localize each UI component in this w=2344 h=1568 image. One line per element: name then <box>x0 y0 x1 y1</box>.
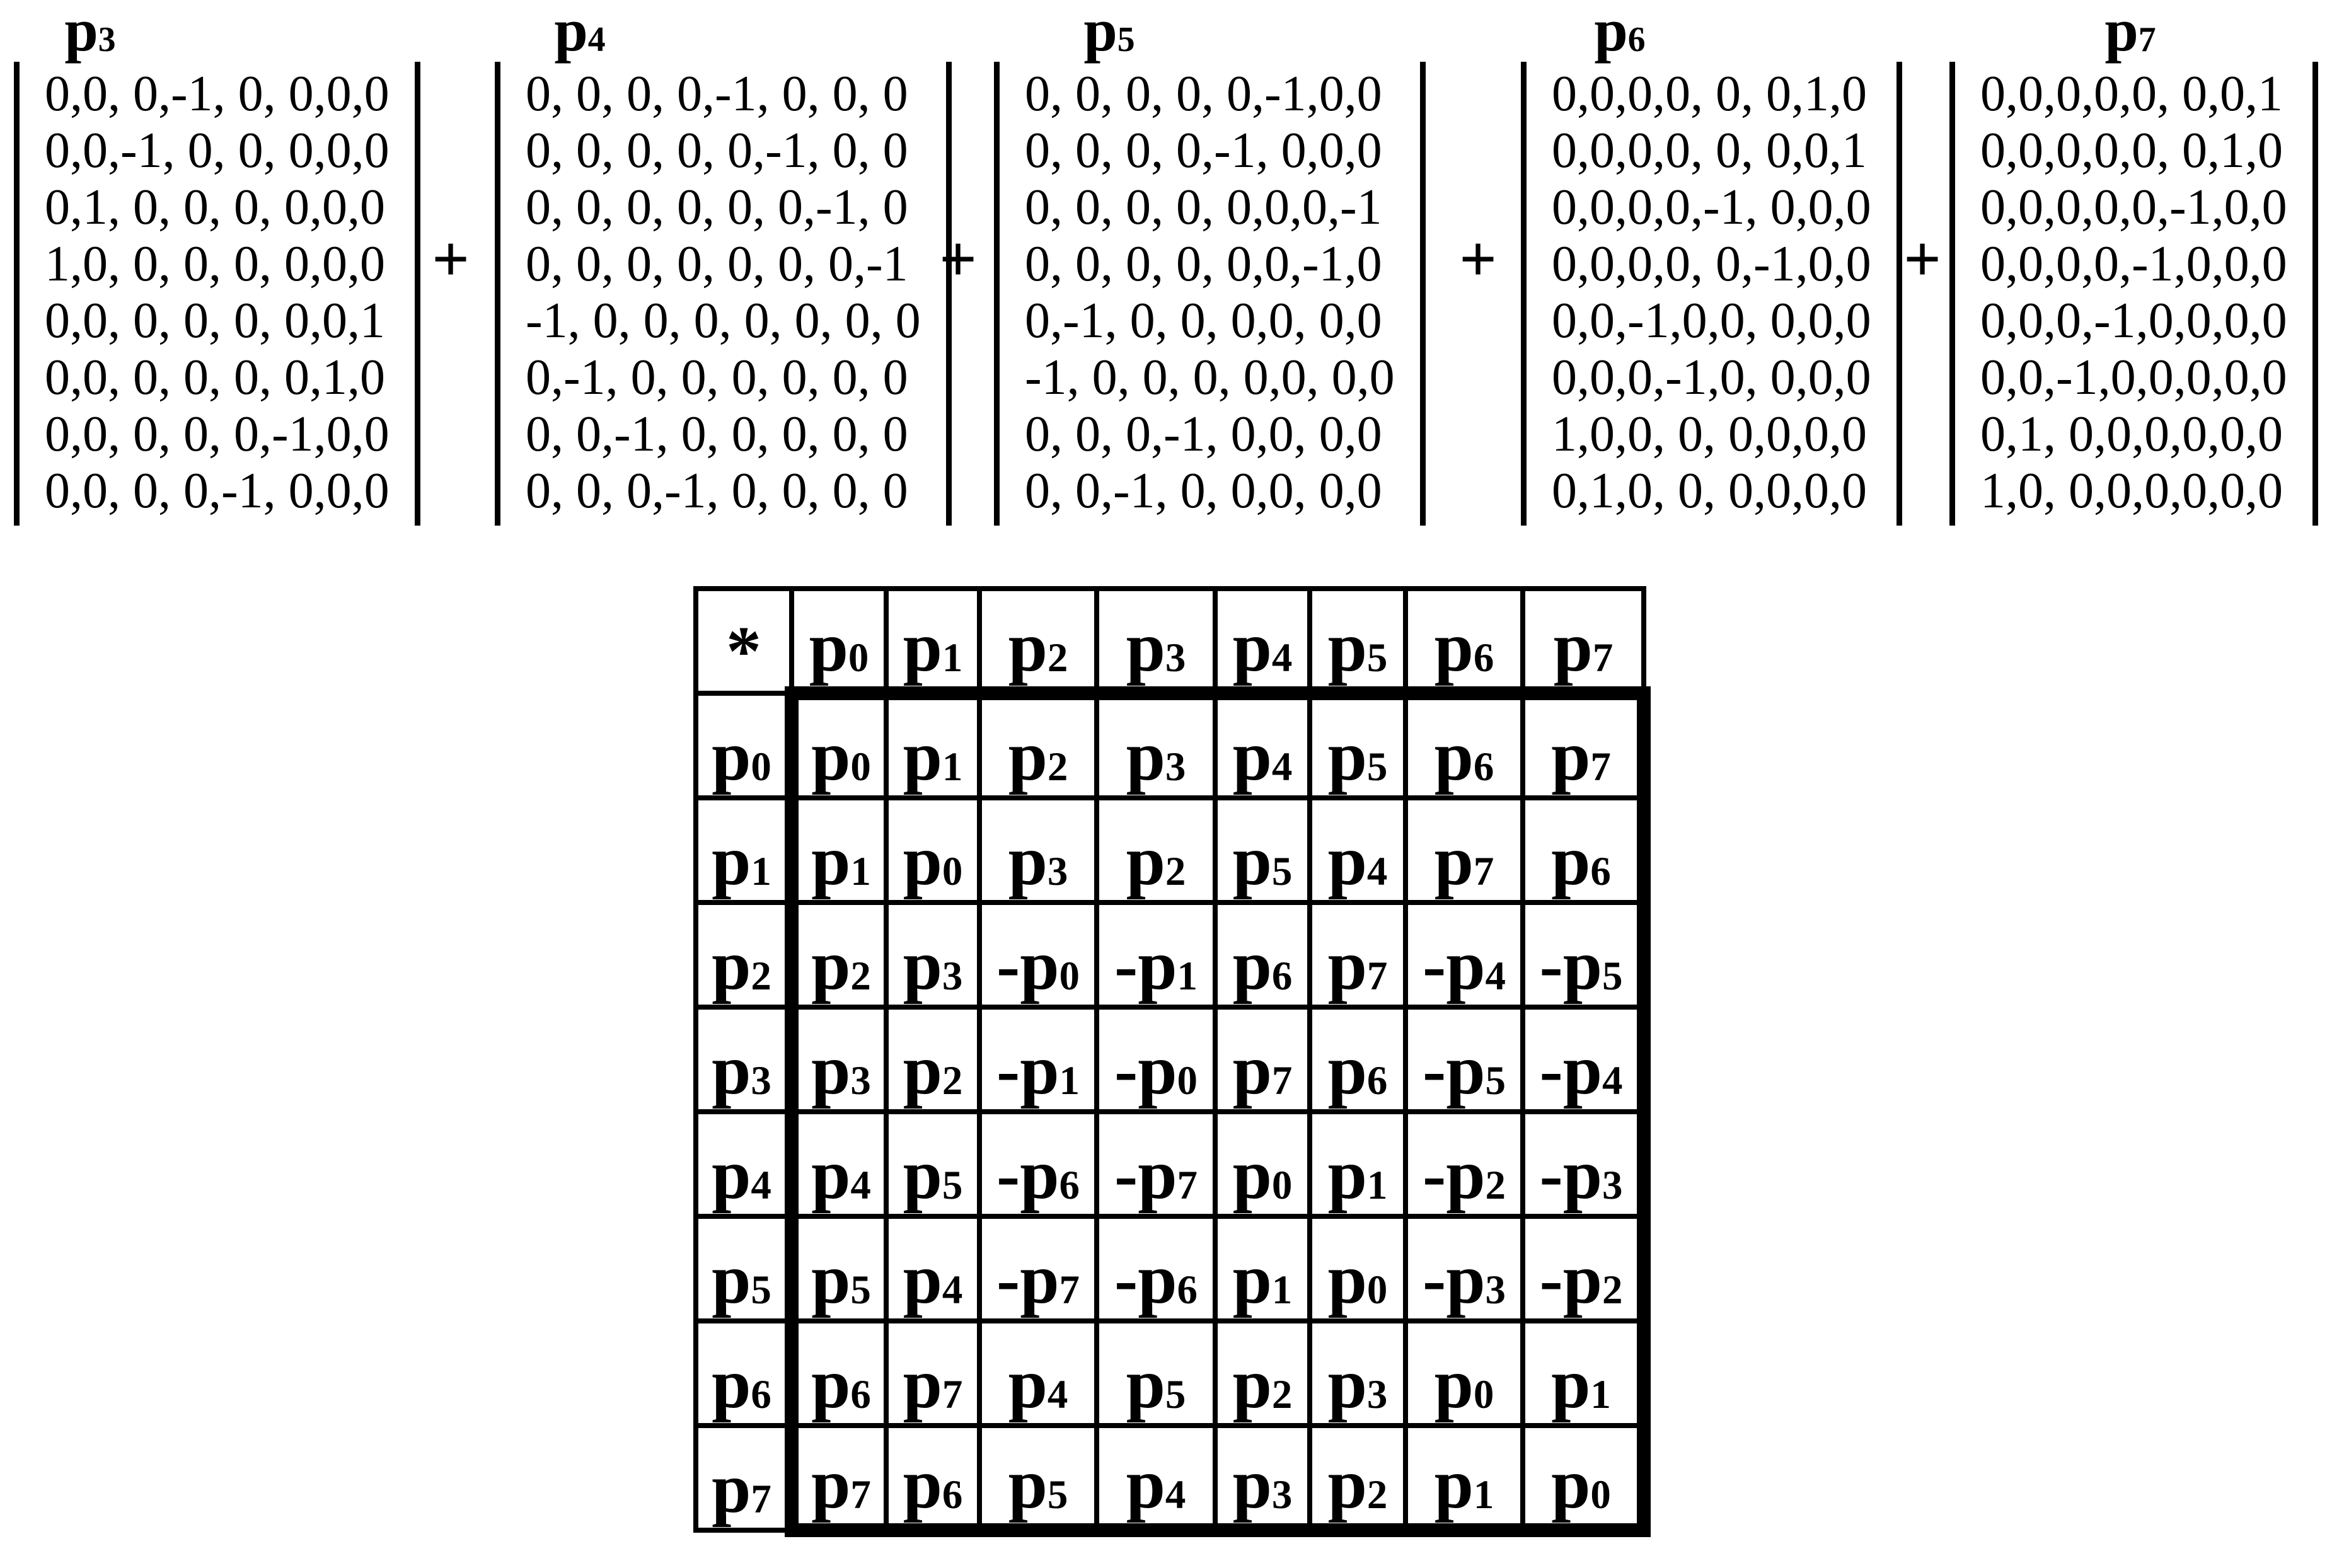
subscript: 1 <box>942 744 963 790</box>
product-cell: p7 <box>1310 902 1406 1007</box>
matrix-rows <box>1955 62 2312 526</box>
matrix-row: 1,0, 0, 0, 0, 0,0,0 <box>45 236 385 292</box>
subscript: 2 <box>850 954 871 1000</box>
table-row-p7 <box>696 1426 1644 1530</box>
matrix-label-p5: p5 <box>1083 0 1135 64</box>
product-cell: -p2 <box>1406 1112 1523 1216</box>
product-cell: p2 <box>1310 1426 1406 1530</box>
table-row-p5 <box>696 1216 1644 1321</box>
product-cell: p1 <box>792 798 886 902</box>
product-cell: -p7 <box>979 1216 1097 1321</box>
product-cell: p4 <box>886 1216 979 1321</box>
product-cell: -p1 <box>1097 902 1215 1007</box>
subscript: 6 <box>1590 849 1611 895</box>
determinant-left-bar <box>495 62 500 526</box>
product-cell: p5 <box>792 1216 886 1321</box>
subscript: 5 <box>942 1163 963 1209</box>
product-cell: -p3 <box>1523 1112 1644 1216</box>
matrix-determinant-p3 <box>14 62 420 526</box>
table-corner-cell: * <box>696 589 792 693</box>
product-cell: p5 <box>1215 798 1310 902</box>
matrix-rows <box>1527 62 1897 526</box>
table-row-p4 <box>696 1112 1644 1216</box>
matrix-row: 0,0, 0, 0, 0, 0,1,0 <box>45 350 385 405</box>
product-cell: p5 <box>979 1426 1097 1530</box>
subscript: 6 <box>1627 20 1646 60</box>
subscript: 3 <box>98 20 116 60</box>
product-cell: p3 <box>979 798 1097 902</box>
matrix-row: 1,0, 0,0,0,0,0,0 <box>1980 463 2283 519</box>
matrix-determinant-p5 <box>994 62 1426 526</box>
product-cell: p1 <box>886 693 979 798</box>
subscript: 0 <box>1590 1472 1611 1518</box>
subscript: 2 <box>1602 1267 1623 1313</box>
subscript: 7 <box>942 1372 963 1418</box>
product-cell: -p7 <box>1097 1112 1215 1216</box>
product-cell: p7 <box>792 1426 886 1530</box>
matrix-row: 0, 0, 0, 0, 0,-1, 0, 0 <box>526 123 908 178</box>
subscript: 5 <box>1602 954 1623 1000</box>
product-cell: p1 <box>1523 1321 1644 1426</box>
matrix-row: 0,0, 0,-1, 0, 0,0,0 <box>45 66 390 122</box>
product-cell: -p0 <box>1097 1007 1215 1112</box>
matrix-row: 0,0,0,0,0, 0,1,0 <box>1980 123 2283 178</box>
subscript: 6 <box>1177 1267 1198 1313</box>
subscript: 5 <box>1117 20 1135 60</box>
matrix-row: 0,0, 0, 0, 0,-1,0,0 <box>45 406 390 462</box>
table-row-p2 <box>696 902 1644 1007</box>
matrix-label-p3: p3 <box>64 0 116 64</box>
product-cell: -p2 <box>1523 1216 1644 1321</box>
matrix-row: 0,0, 0, 0, 0, 0,0,1 <box>45 293 385 349</box>
product-cell: p4 <box>979 1321 1097 1426</box>
col-header-cell-p1: p1 <box>886 589 979 693</box>
product-cell: p3 <box>1215 1426 1310 1530</box>
subscript: 1 <box>1059 1058 1080 1104</box>
subscript: 6 <box>1271 954 1293 1000</box>
plus-operator: + <box>1903 222 1941 296</box>
row-header-cell-p3: p3 <box>696 1007 792 1112</box>
subscript: 5 <box>850 1267 871 1313</box>
subscript: 2 <box>1485 1163 1506 1209</box>
product-cell: p2 <box>1097 798 1215 902</box>
product-cell: p7 <box>886 1321 979 1426</box>
product-cell: p3 <box>886 902 979 1007</box>
matrix-sum-section <box>0 0 2344 547</box>
matrix-row: 0, 0, 0, 0, 0,0,-1,0 <box>1025 236 1382 292</box>
table-row-p3 <box>696 1007 1644 1112</box>
product-cell: p1 <box>1406 1426 1523 1530</box>
matrix-label-p6: p6 <box>1594 0 1646 64</box>
matrix-row: 1,0,0, 0, 0,0,0,0 <box>1552 406 1867 462</box>
determinant-left-bar <box>1521 62 1527 526</box>
subscript: 6 <box>1366 1058 1388 1104</box>
col-header-cell-p4: p4 <box>1215 589 1310 693</box>
subscript: 3 <box>1602 1163 1623 1209</box>
matrix-determinant-p6 <box>1521 62 1902 526</box>
product-cell: p0 <box>886 798 979 902</box>
table-row-p0 <box>696 693 1644 798</box>
matrix-row: 0, 0, 0, 0, 0, 0, 0,-1 <box>526 236 908 292</box>
subscript: 7 <box>1059 1267 1080 1313</box>
determinant-right-bar <box>2312 62 2318 526</box>
row-header-cell-p7: p7 <box>696 1426 792 1530</box>
matrix-row: 0,1,0, 0, 0,0,0,0 <box>1552 463 1867 519</box>
subscript: 2 <box>1165 849 1186 895</box>
determinant-left-bar <box>994 62 1000 526</box>
matrix-row: 0,0,0,0,0,-1,0,0 <box>1980 180 2287 235</box>
matrix-row: 0,0,0,0, 0, 0,0,1 <box>1552 123 1867 178</box>
col-header-cell-p6: p6 <box>1406 589 1523 693</box>
subscript: 4 <box>1602 1058 1623 1104</box>
product-cell: p6 <box>1406 693 1523 798</box>
subscript: 6 <box>1059 1163 1080 1209</box>
col-header-cell-p5: p5 <box>1310 589 1406 693</box>
table-header-row <box>696 589 1644 693</box>
subscript: 2 <box>1366 1472 1388 1518</box>
product-cell: p6 <box>886 1426 979 1530</box>
matrix-row: 0,0, 0, 0,-1, 0,0,0 <box>45 463 390 519</box>
subscript: 6 <box>1473 635 1494 681</box>
subscript: 5 <box>751 1267 771 1313</box>
matrix-row: 0,0,0,-1,0,0,0,0 <box>1980 293 2287 349</box>
subscript: 5 <box>1485 1058 1506 1104</box>
product-cell: p0 <box>1406 1321 1523 1426</box>
matrix-row: 0,0,0,0, 0, 0,1,0 <box>1552 66 1867 122</box>
multiplication-table-area <box>0 586 2344 1537</box>
product-cell: p2 <box>979 693 1097 798</box>
subscript: 3 <box>1165 744 1186 790</box>
subscript: 0 <box>1473 1372 1494 1418</box>
matrix-row: 0, 0,-1, 0, 0,0, 0,0 <box>1025 463 1382 519</box>
subscript: 7 <box>850 1472 871 1518</box>
subscript: 2 <box>942 1058 963 1104</box>
subscript: 0 <box>751 744 771 790</box>
subscript: 7 <box>1590 744 1611 790</box>
matrix-row: 0,0,-1, 0, 0, 0,0,0 <box>45 123 390 178</box>
subscript: 4 <box>1271 635 1293 681</box>
matrix-row: 0,0,-1,0,0,0,0,0 <box>1980 350 2287 405</box>
matrix-row: 0,0,0,0,0, 0,0,1 <box>1980 66 2283 122</box>
matrix-row: 0,0,-1,0,0, 0,0,0 <box>1552 293 1871 349</box>
determinant-left-bar <box>14 62 20 526</box>
product-cell: p6 <box>1523 798 1644 902</box>
matrix-label-p4: p4 <box>554 0 606 64</box>
subscript: 6 <box>751 1372 771 1418</box>
subscript: 1 <box>1473 1472 1494 1518</box>
col-header-cell-p2: p2 <box>979 589 1097 693</box>
matrix-label-p7: p7 <box>2104 0 2156 64</box>
subscript: 7 <box>1592 635 1614 681</box>
subscript: 2 <box>1047 744 1068 790</box>
matrix-row: 0,1, 0,0,0,0,0,0 <box>1980 406 2283 462</box>
subscript: 3 <box>1485 1267 1506 1313</box>
subscript: 3 <box>1165 635 1186 681</box>
subscript: 1 <box>751 849 771 895</box>
row-header-cell-p5: p5 <box>696 1216 792 1321</box>
product-cell: p3 <box>1097 693 1215 798</box>
table-row-p6 <box>696 1321 1644 1426</box>
product-cell: p7 <box>1406 798 1523 902</box>
row-header-cell-p2: p2 <box>696 902 792 1007</box>
row-header-cell-p0: p0 <box>696 693 792 798</box>
determinant-right-bar <box>415 62 420 526</box>
row-header-cell-p4: p4 <box>696 1112 792 1216</box>
product-cell: p0 <box>1310 1216 1406 1321</box>
product-cell: p7 <box>1523 693 1644 798</box>
subscript: 1 <box>942 635 963 681</box>
subscript: 4 <box>1485 954 1506 1000</box>
plus-operator: + <box>432 222 470 296</box>
product-cell: p7 <box>1215 1007 1310 1112</box>
product-cell: p6 <box>1310 1007 1406 1112</box>
subscript: 3 <box>942 954 963 1000</box>
subscript: 1 <box>1177 954 1198 1000</box>
matrix-row: 0,0,0,0,-1, 0,0,0 <box>1552 180 1871 235</box>
product-cell: p5 <box>1097 1321 1215 1426</box>
product-cell: p3 <box>1310 1321 1406 1426</box>
product-cell: -p3 <box>1406 1216 1523 1321</box>
subscript: 7 <box>1473 849 1494 895</box>
subscript: 0 <box>850 744 871 790</box>
plus-operator: + <box>939 222 977 296</box>
col-header-cell-p7: p7 <box>1523 589 1644 693</box>
matrix-rows <box>1000 62 1420 526</box>
subscript: 2 <box>1271 1372 1293 1418</box>
product-cell: -p6 <box>1097 1216 1215 1321</box>
matrix-row: 0, 0, 0,-1, 0,0, 0,0 <box>1025 406 1382 462</box>
subscript: 5 <box>1047 1472 1068 1518</box>
matrix-determinant-p7 <box>1949 62 2318 526</box>
matrix-row: 0,0,0,0, 0,-1,0,0 <box>1552 236 1871 292</box>
subscript: 7 <box>2138 20 2156 60</box>
product-cell: -p4 <box>1523 1007 1644 1112</box>
subscript: 4 <box>942 1267 963 1313</box>
subscript: 7 <box>751 1477 771 1523</box>
subscript: 6 <box>850 1372 871 1418</box>
matrix-row: -1, 0, 0, 0, 0, 0, 0, 0 <box>526 293 921 349</box>
subscript: 0 <box>1366 1267 1388 1313</box>
subscript: 1 <box>1590 1372 1611 1418</box>
product-cell: p4 <box>792 1112 886 1216</box>
subscript: 6 <box>1473 744 1494 790</box>
subscript: 5 <box>1366 744 1388 790</box>
subscript: 4 <box>1366 849 1388 895</box>
product-cell: p5 <box>1310 693 1406 798</box>
product-cell: -p6 <box>979 1112 1097 1216</box>
subscript: 7 <box>1366 954 1388 1000</box>
determinant-left-bar <box>1949 62 1955 526</box>
subscript: 5 <box>1271 849 1293 895</box>
matrix-row: 0,0,0,-1,0, 0,0,0 <box>1552 350 1871 405</box>
matrix-row: 0,0,0,0,-1,0,0,0 <box>1980 236 2287 292</box>
product-cell: -p0 <box>979 902 1097 1007</box>
product-cell: -p5 <box>1406 1007 1523 1112</box>
product-cell: p5 <box>886 1112 979 1216</box>
product-cell: p4 <box>1097 1426 1215 1530</box>
subscript: 0 <box>1177 1058 1198 1104</box>
matrix-row: 0,1, 0, 0, 0, 0,0,0 <box>45 180 385 235</box>
product-cell: p0 <box>1523 1426 1644 1530</box>
subscript: 3 <box>1271 1472 1293 1518</box>
matrix-rows <box>500 62 946 526</box>
subscript: 0 <box>1059 954 1080 1000</box>
subscript: 3 <box>1047 849 1068 895</box>
subscript: 0 <box>1271 1163 1293 1209</box>
product-cell: p1 <box>1215 1216 1310 1321</box>
determinant-right-bar <box>1420 62 1426 526</box>
row-header-cell-p6: p6 <box>696 1321 792 1426</box>
subscript: 3 <box>751 1058 771 1104</box>
table-row-p1 <box>696 798 1644 902</box>
product-cell: p4 <box>1215 693 1310 798</box>
product-cell: -p4 <box>1406 902 1523 1007</box>
product-cell: p0 <box>1215 1112 1310 1216</box>
subscript: 0 <box>942 849 963 895</box>
determinant-right-bar <box>1897 62 1902 526</box>
subscript: 2 <box>1047 635 1068 681</box>
col-header-cell-p3: p3 <box>1097 589 1215 693</box>
matrix-row: 0, 0, 0, 0, 0, 0,-1, 0 <box>526 180 908 235</box>
product-cell: p2 <box>886 1007 979 1112</box>
subscript: 3 <box>850 1058 871 1104</box>
product-cell: -p1 <box>979 1007 1097 1112</box>
matrix-row: -1, 0, 0, 0, 0,0, 0,0 <box>1025 350 1395 405</box>
product-cell: p2 <box>792 902 886 1007</box>
subscript: 7 <box>1177 1163 1198 1209</box>
subscript: 6 <box>942 1472 963 1518</box>
plus-operator: + <box>1459 222 1497 296</box>
matrix-row: 0,-1, 0, 0, 0,0, 0,0 <box>1025 293 1382 349</box>
matrix-row: 0, 0,-1, 0, 0, 0, 0, 0 <box>526 406 908 462</box>
matrix-determinant-p4 <box>495 62 952 526</box>
subscript: 5 <box>1165 1372 1186 1418</box>
product-cell: p6 <box>792 1321 886 1426</box>
subscript: 4 <box>587 20 606 60</box>
subscript: 2 <box>751 954 771 1000</box>
product-cell: p2 <box>1215 1321 1310 1426</box>
subscript: 4 <box>850 1163 871 1209</box>
col-header-cell-p0: p0 <box>792 589 886 693</box>
subscript: 3 <box>1366 1372 1388 1418</box>
subscript: 4 <box>751 1163 771 1209</box>
subscript: 1 <box>1366 1163 1388 1209</box>
subscript: 0 <box>848 635 869 681</box>
matrix-row: 0, 0, 0, 0, 0,-1,0,0 <box>1025 66 1382 122</box>
subscript: 1 <box>1271 1267 1293 1313</box>
matrix-row: 0, 0, 0, 0,-1, 0, 0, 0 <box>526 66 908 122</box>
subscript: 4 <box>1047 1372 1068 1418</box>
subscript: 5 <box>1366 635 1388 681</box>
matrix-row: 0,-1, 0, 0, 0, 0, 0, 0 <box>526 350 908 405</box>
matrix-rows <box>20 62 415 526</box>
multiplication-table <box>693 586 1651 1537</box>
row-header-cell-p1: p1 <box>696 798 792 902</box>
subscript: 7 <box>1271 1058 1293 1104</box>
matrix-row: 0, 0, 0, 0, 0,0,0,-1 <box>1025 180 1382 235</box>
product-cell: p1 <box>1310 1112 1406 1216</box>
subscript: 4 <box>1271 744 1293 790</box>
subscript: 1 <box>850 849 871 895</box>
product-cell: -p5 <box>1523 902 1644 1007</box>
product-cell: p4 <box>1310 798 1406 902</box>
matrix-row: 0, 0, 0, 0,-1, 0,0,0 <box>1025 123 1382 178</box>
product-cell: p6 <box>1215 902 1310 1007</box>
product-cell: p3 <box>792 1007 886 1112</box>
matrix-row: 0, 0, 0,-1, 0, 0, 0, 0 <box>526 463 908 519</box>
product-cell: p0 <box>792 693 886 798</box>
subscript: 4 <box>1165 1472 1186 1518</box>
